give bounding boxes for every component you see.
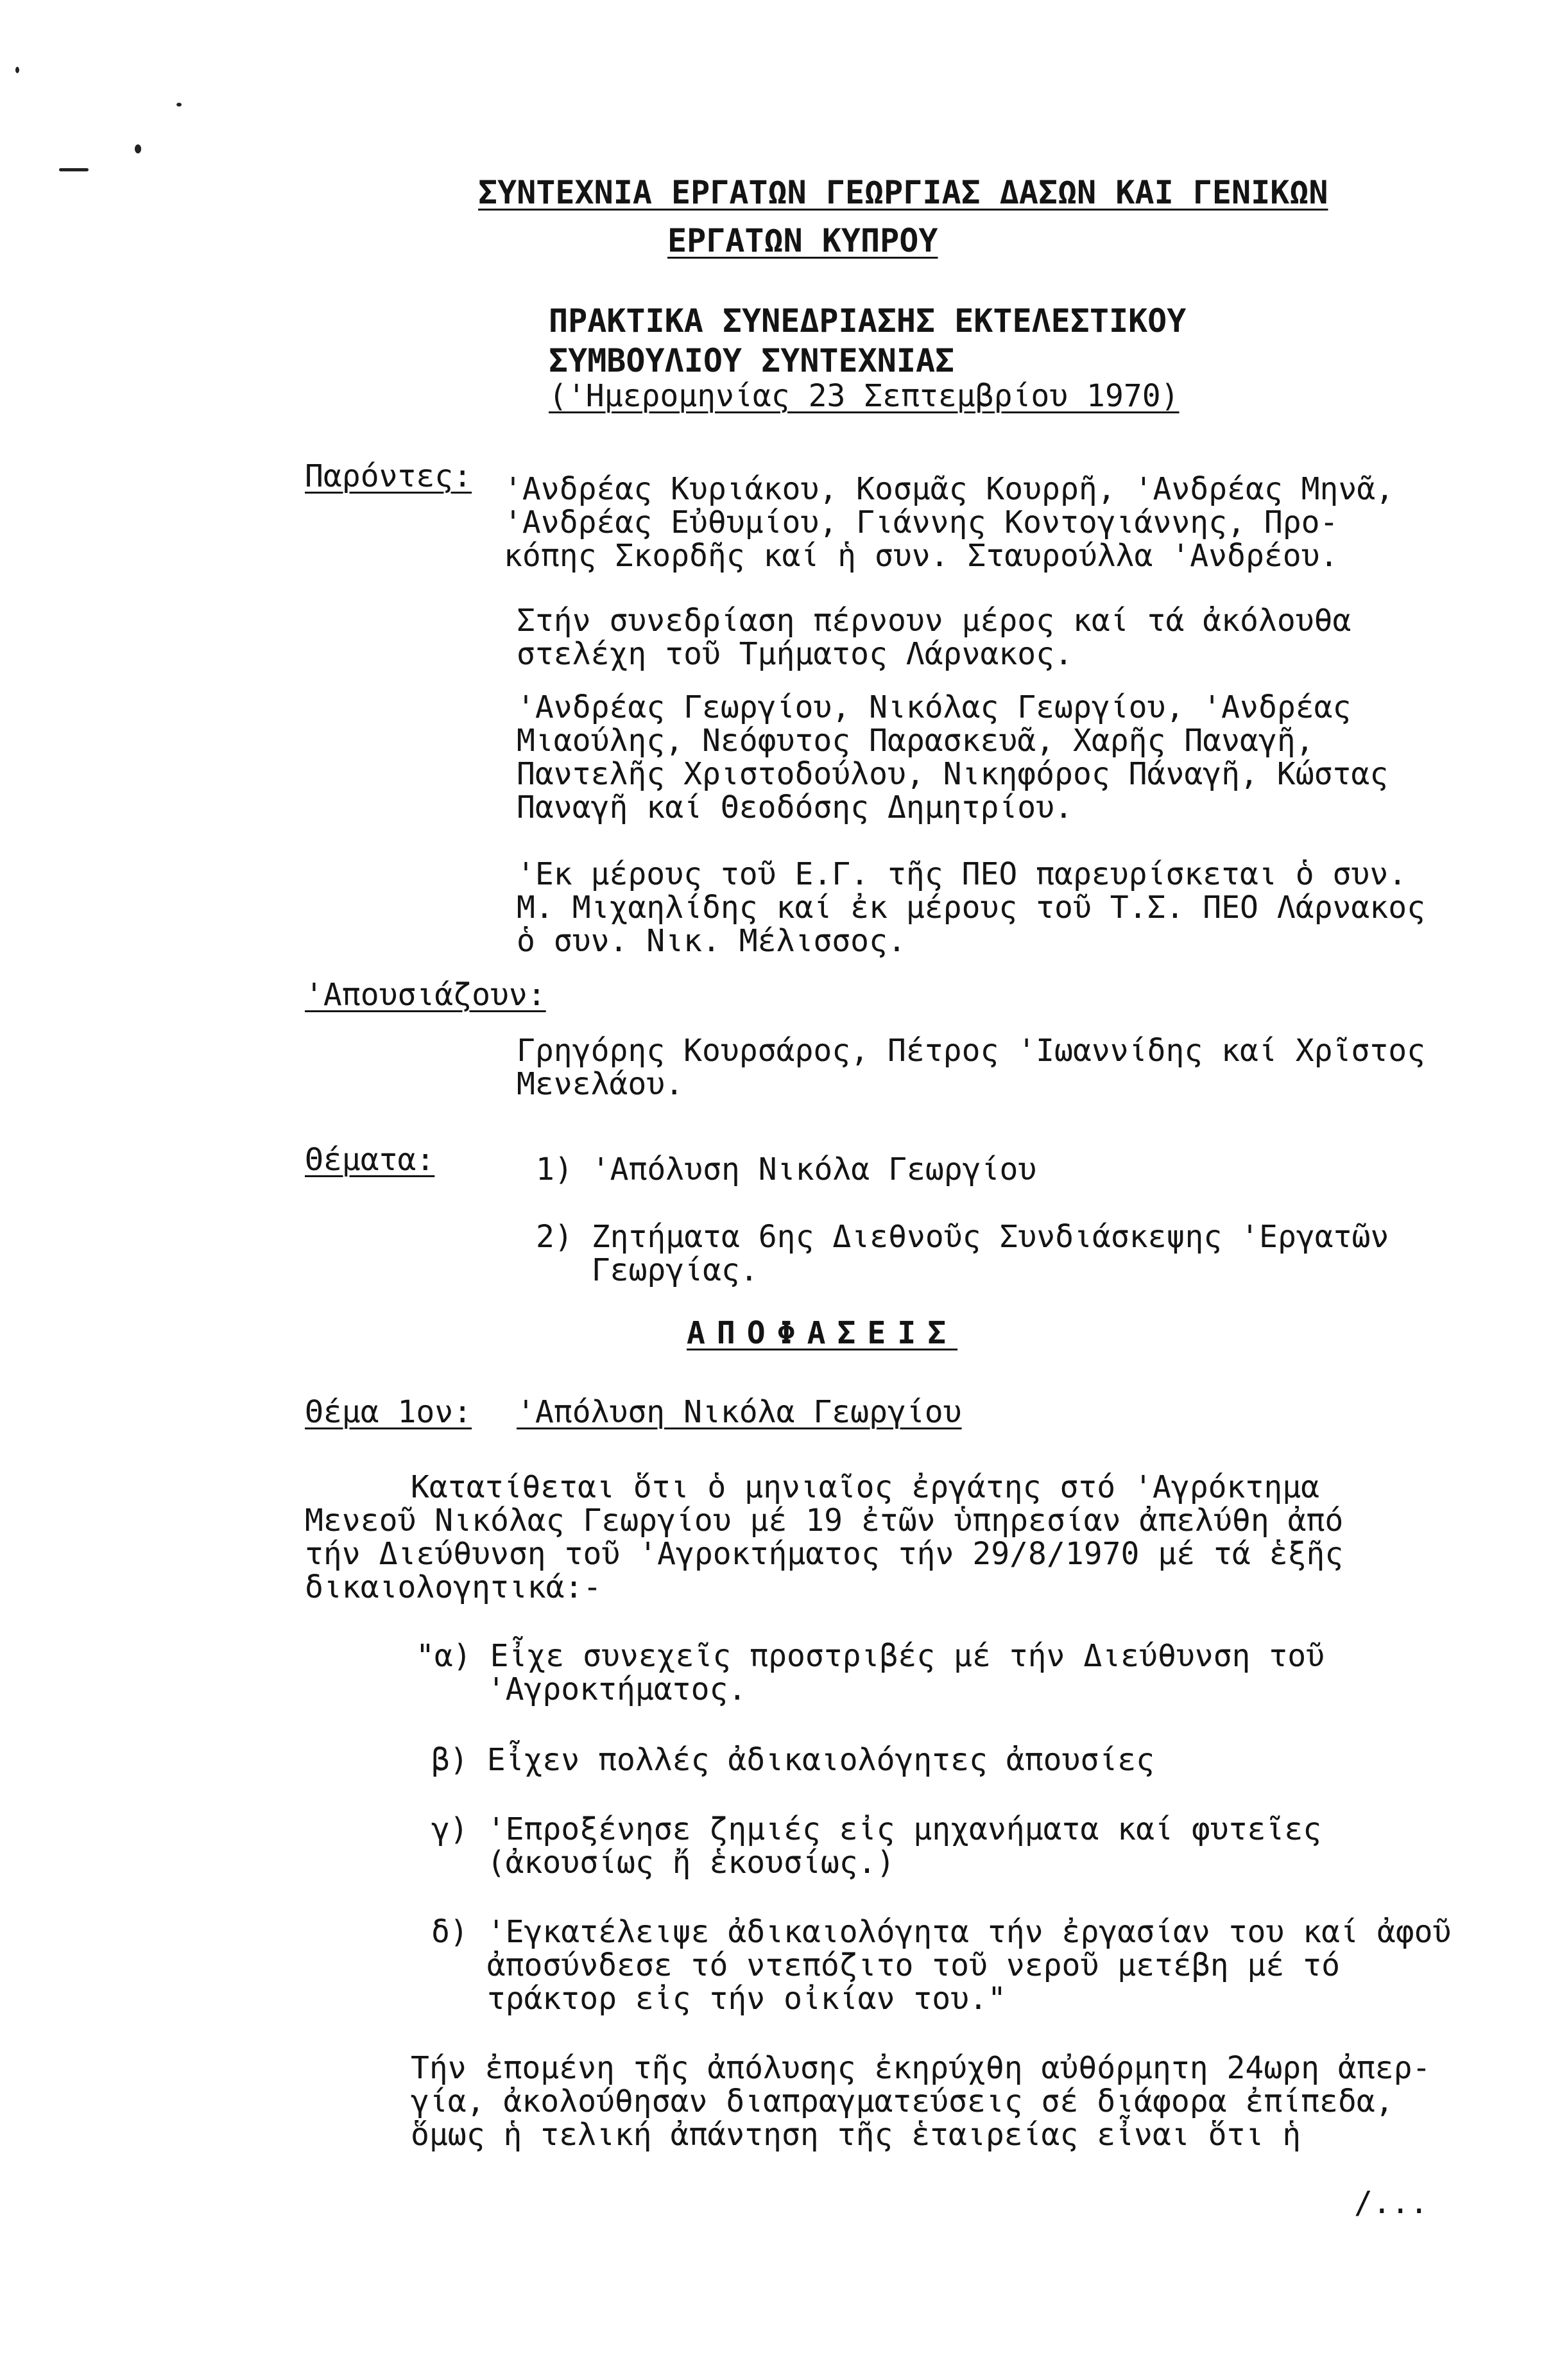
branch-member-line: 'Ανδρέας Γεωργίου, Νικόλας Γεωργίου, 'Ανδρέας (517, 689, 1351, 725)
decision-topic-title: 'Απόλυση Νικόλα Γεωργίου (517, 1394, 962, 1430)
topic-item-2-line: Γεωργίας. (536, 1252, 759, 1288)
branch-member-line: Μιαούλης, Νεόφυτος Παρασκευᾶ, Χαρῆς Παναγῆ, (517, 723, 1314, 759)
present-line: 'Ανδρέας Εὐθυμίου, Γιάννης Κοντογιάννης, Προ- (504, 504, 1339, 540)
present-line: κόπης Σκορδῆς καί ἡ συν. Σταυρούλλα 'Ανδρέου. (504, 538, 1339, 574)
continuation-mark: /... (1354, 2185, 1429, 2221)
guest-line: ὁ συν. Νικ. Μέλισσος. (517, 923, 906, 959)
decision-intro-line: Μενεοῦ Νικόλας Γεωργίου μέ 19 ἐτῶν ὑπηρεσίαν ἀπελύθη ἀπό (305, 1503, 1344, 1539)
decision-intro-line: τήν Διεύθυνση τοῦ 'Αγροκτήματος τήν 29/8/1970 μέ τά ἑξῆς (305, 1536, 1344, 1572)
minutes-title-line1: ΠΡΑΚΤΙΚΑ ΣΥΝΕΔΡΙΑΣΗΣ ΕΚΤΕΛΕΣΤΙΚΟΥ (549, 302, 1187, 340)
topics-label: Θέματα: (305, 1142, 435, 1178)
org-name-line2: ΕΡΓΑΤΩΝ ΚΥΠΡΟΥ (667, 222, 938, 259)
reason-line: 'Αγροκτήματος. (431, 1671, 747, 1707)
decision-intro-line: δικαιολογητικά:- (305, 1569, 602, 1605)
closing-line: ὅμως ἡ τελική ἀπάντηση τῆς ἑταιρείας εἶναι ὅτι ἡ (411, 2117, 1301, 2153)
closing-line: γία, ἀκολούθησαν διαπραγματεύσεις σέ διάφορα ἐπίπεδα, (411, 2083, 1394, 2119)
scan-speck (135, 144, 141, 153)
reason-line: δ) 'Εγκατέλειψε ἀδικαιολόγητα τήν ἐργασίαν του καί ἀφοῦ (431, 1914, 1452, 1950)
absent-line: Μενελάου. (517, 1066, 684, 1102)
scan-speck (59, 168, 89, 171)
meeting-date: ('Ημερομηνίας 23 Σεπτεμβρίου 1970) (549, 378, 1180, 414)
absent-line: Γρηγόρης Κουρσάρος, Πέτρος 'Ιωαννίδης καί Χρῖστος (517, 1033, 1426, 1069)
closing-line: Τήν ἐπομένη τῆς ἀπόλυσης ἐκηρύχθη αὐθόρμητη 24ωρη ἀπερ- (411, 2050, 1431, 2086)
reason-line: τράκτορ εἰς τήν οἰκίαν του." (431, 1981, 1006, 2017)
reason-line: ἀποσύνδεσε τό ντεπόζιτο τοῦ νεροῦ μετέβη μέ τό (431, 1947, 1341, 1983)
org-name-line1: ΣΥΝΤΕΧΝΙΑ ΕΡΓΑΤΩΝ ΓΕΩΡΓΙΑΣ ΔΑΣΩΝ ΚΑΙ ΓΕΝΙΚΩΝ (478, 174, 1328, 211)
branch-member-line: Παντελῆς Χριστοδούλου, Νικηφόρος Πάναγῆ, Κώστας (517, 756, 1389, 792)
scan-speck (176, 103, 182, 107)
decisions-heading: ΑΠΟΦΑΣΕΙΣ (687, 1315, 958, 1351)
topic-item-2-line: 2) Ζητήματα 6ης Διεθνοῦς Συνδιάσκεψης 'Εργατῶν (536, 1219, 1389, 1255)
reason-line: "α) Εἶχε συνεχεῖς προστριβές μέ τήν Διεύθυνση τοῦ (416, 1638, 1325, 1674)
present-line: 'Ανδρέας Κυριάκου, Κοσμᾶς Κουρρῆ, 'Ανδρέας Μηνᾶ, (504, 471, 1394, 507)
branch-intro-line: Στήν συνεδρίαση πέρνουν μέρος καί τά ἀκόλουθα (517, 603, 1351, 639)
guest-line: Μ. Μιχαηλίδης καί ἐκ μέρους τοῦ Τ.Σ. ΠΕΟ Λάρνακος (517, 890, 1426, 926)
reason-line: (ἀκουσίως ἤ ἑκουσίως.) (431, 1845, 895, 1881)
branch-member-line: Παναγῆ καί Θεοδόσης Δημητρίου. (517, 789, 1073, 825)
reason-line: β) Εἶχεν πολλές ἀδικαιολόγητες ἀπουσίες (431, 1742, 1155, 1778)
topic-item-1: 1) 'Απόλυση Νικόλα Γεωργίου (536, 1151, 1037, 1187)
guest-line: 'Εκ μέρους τοῦ Ε.Γ. τῆς ΠΕΟ παρευρίσκεται ὁ συν. (517, 856, 1407, 892)
minutes-title-line2: ΣΥΜΒΟΥΛΙΟΥ ΣΥΝΤΕΧΝΙΑΣ (549, 342, 955, 379)
present-label: Παρόντες: (305, 458, 472, 494)
scan-speck (15, 67, 19, 73)
decision-topic-label: Θέμα 1ον: (305, 1394, 472, 1430)
branch-intro-line: στελέχη τοῦ Τμήματος Λάρνακος. (517, 636, 1073, 672)
decision-intro-line: Κατατίθεται ὅτι ὁ μηνιαῖος ἐργάτης στό 'Αγρόκτημα (411, 1469, 1320, 1505)
reason-line: γ) 'Επροξένησε ζημιές εἰς μηχανήματα καί φυτεῖες (431, 1811, 1322, 1847)
absent-label: 'Απουσιάζουν: (305, 977, 546, 1013)
